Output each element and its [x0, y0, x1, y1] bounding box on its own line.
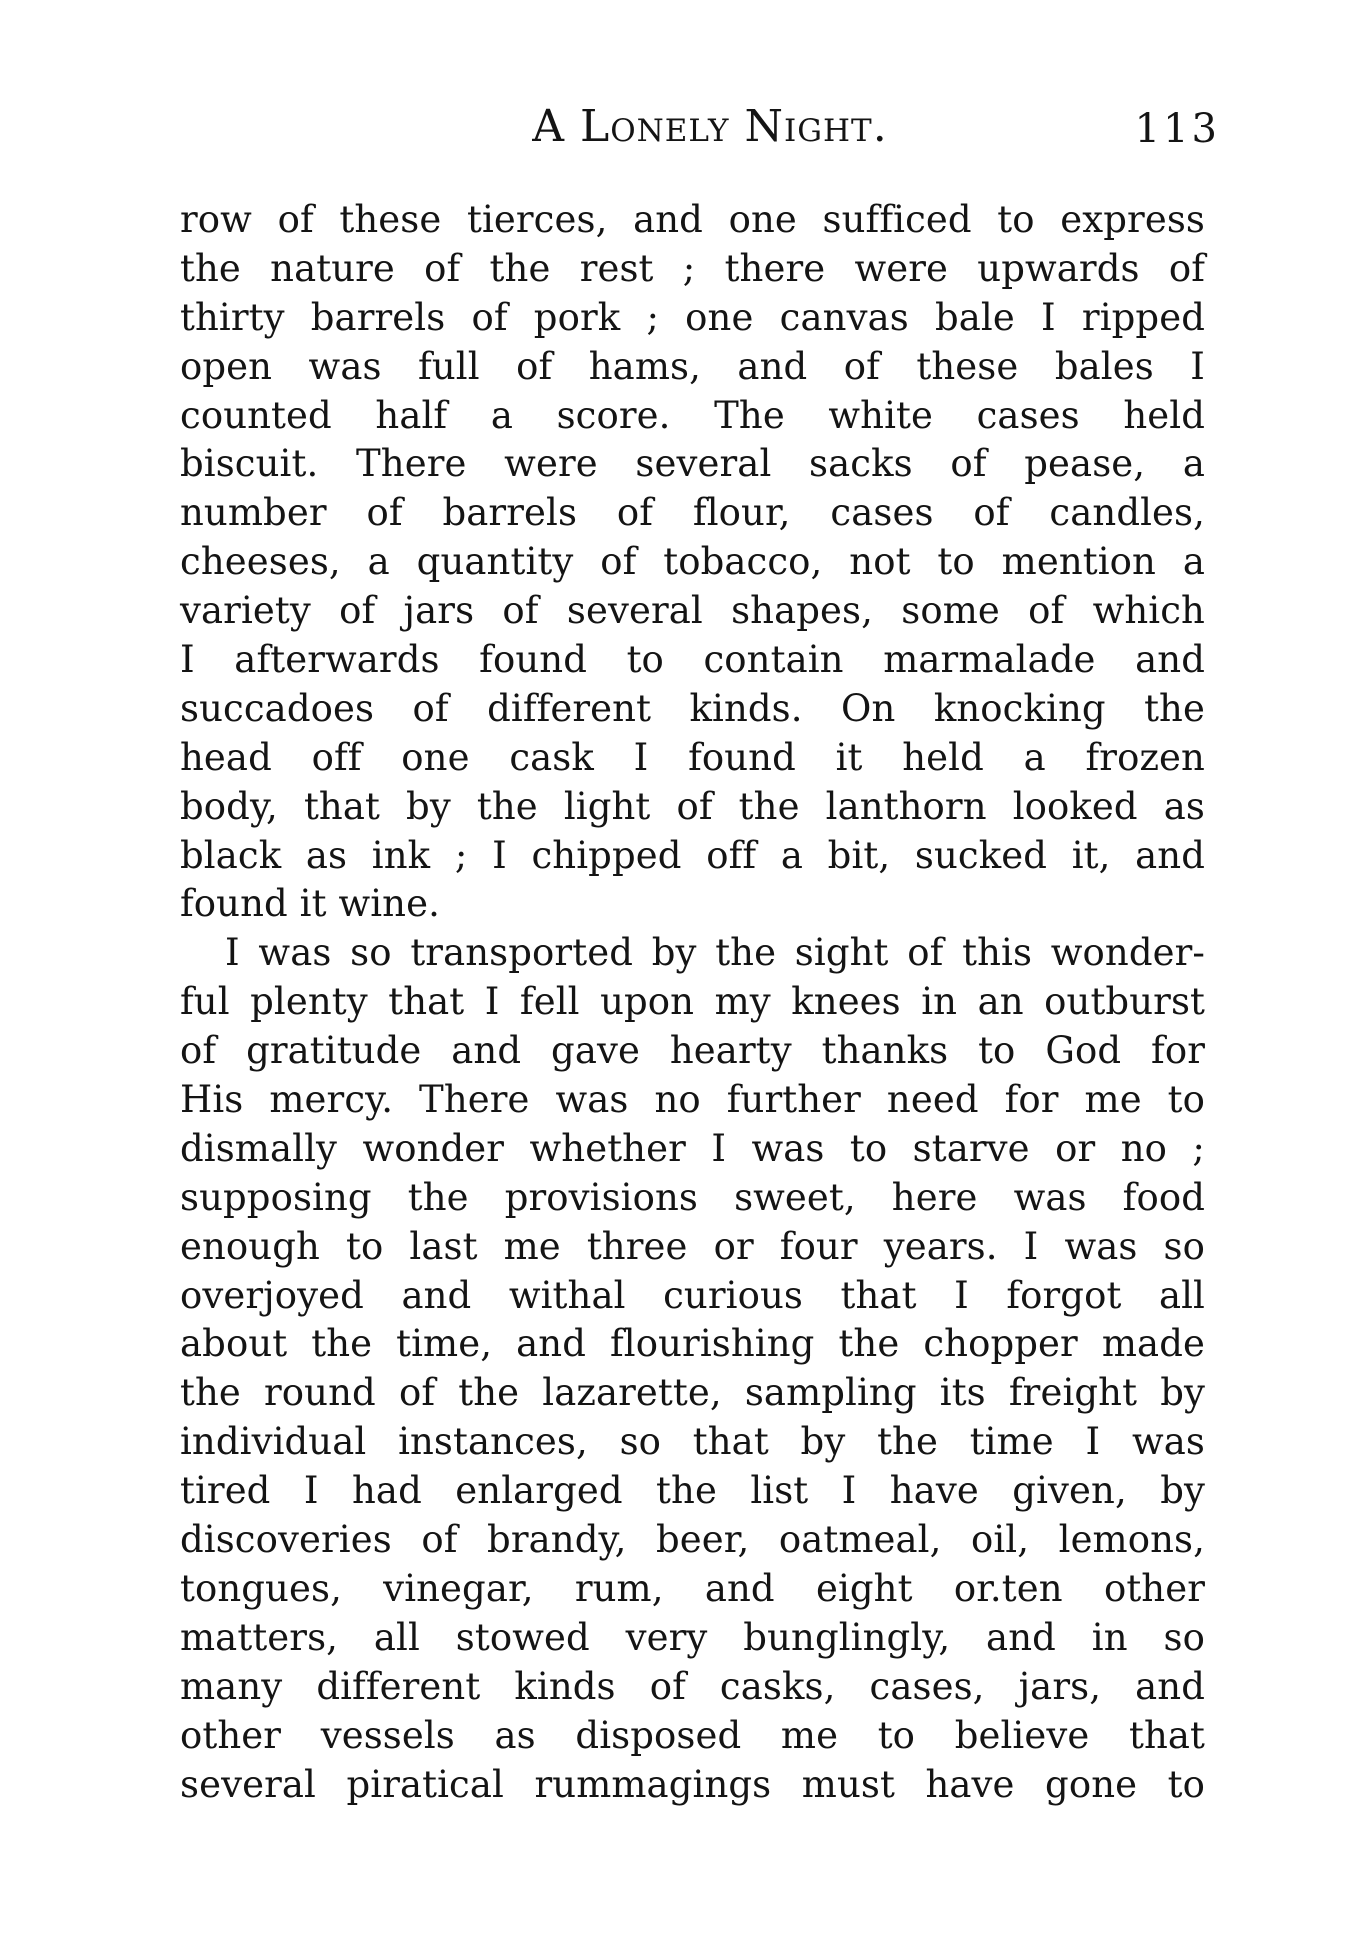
- text-line: black as ink ; I chipped off a bit, sucked it, and: [180, 833, 1205, 877]
- text-line: discoveries of brandy, beer, oatmeal, oil, lemons,: [180, 1518, 1205, 1562]
- paragraph: [180, 929, 1205, 1809]
- text-line: supposing the provisions sweet, here was food: [180, 1175, 1205, 1219]
- chapter-title: A Lonely Night.: [532, 101, 888, 152]
- text-line: thirty barrels of pork ; one canvas bale I ripped: [180, 295, 1205, 339]
- text-line: succadoes of different kinds. On knocking the: [180, 686, 1205, 730]
- text-line: counted half a score. The white cases held: [180, 393, 1205, 437]
- text-line: dismally wonder whether I was to starve or no ;: [180, 1126, 1205, 1170]
- text-line: tongues, vinegar, rum, and eight or.ten other: [180, 1566, 1205, 1610]
- text-line: individual instances, so that by the time I was: [180, 1420, 1205, 1464]
- text-line: I afterwards found to contain marmalade and: [180, 638, 1205, 682]
- text-line: tired I had enlarged the list I have given, by: [180, 1469, 1205, 1513]
- text-line: many different kinds of casks, cases, jars, and: [180, 1664, 1205, 1708]
- running-head: [180, 97, 1220, 157]
- text-line: cheeses, a quantity of tobacco, not to mention a: [180, 540, 1205, 584]
- text-line: matters, all stowed very bunglingly, and in so: [180, 1615, 1205, 1659]
- text-line: of gratitude and gave hearty thanks to God for: [180, 1029, 1205, 1073]
- text-line: found it wine.: [180, 882, 440, 926]
- paragraph: [180, 196, 1205, 929]
- text-line: body, that by the light of the lanthorn looked as: [180, 784, 1205, 828]
- text-line: several piratical rummagings must have gone to: [180, 1762, 1205, 1806]
- text-line: about the time, and flourishing the chopper made: [180, 1322, 1205, 1366]
- body-text: [180, 196, 1205, 1809]
- text-line: overjoyed and withal curious that I forgot all: [180, 1273, 1205, 1317]
- text-line: variety of jars of several shapes, some of which: [180, 589, 1205, 633]
- text-line: I was so transported by the sight of this wonder-: [225, 931, 1205, 975]
- text-line: open was full of hams, and of these bales I: [180, 344, 1205, 388]
- text-line: row of these tierces, and one sufficed to express: [180, 198, 1205, 241]
- text-line: other vessels as disposed me to believe that: [180, 1713, 1205, 1757]
- text-line: number of barrels of flour, cases of candles,: [180, 491, 1205, 535]
- text-line: the nature of the rest ; there were upwards of: [180, 246, 1205, 290]
- text-line: the round of the lazarette, sampling its freight by: [180, 1371, 1205, 1415]
- text-line: enough to last me three or four years. I was so: [180, 1224, 1205, 1268]
- page-number: 113: [1134, 106, 1220, 152]
- text-line: head off one cask I found it held a frozen: [180, 735, 1205, 779]
- text-line: biscuit. There were several sacks of pease, a: [180, 442, 1205, 486]
- text-line: ful plenty that I fell upon my knees in an outburst: [180, 980, 1205, 1024]
- text-line: His mercy. There was no further need for me to: [180, 1078, 1205, 1122]
